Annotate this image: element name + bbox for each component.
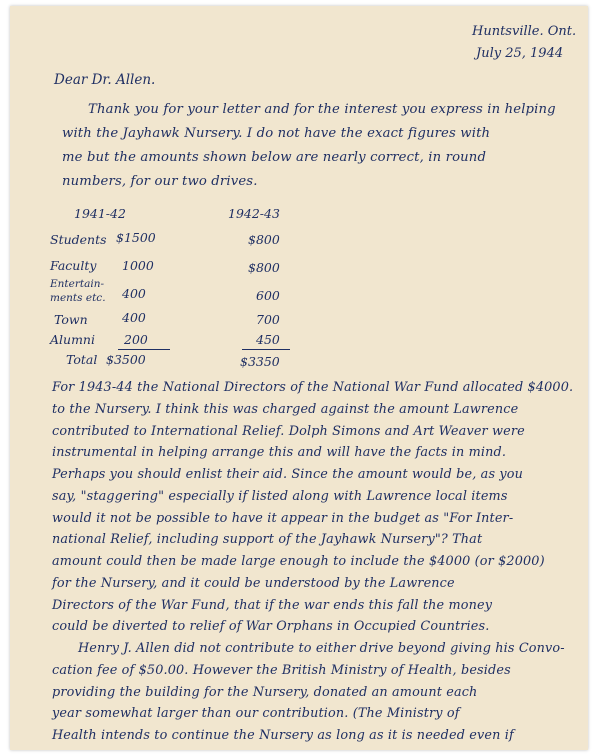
row-label-town: Town: [54, 312, 88, 327]
body-line: Henry J. Allen did not contribute to either drive beyond giving his Convo-: [78, 641, 565, 656]
row-label-alumni: Alumni: [50, 332, 95, 347]
row-label-entertainments-cont: ments etc.: [50, 292, 106, 304]
salutation: Dear Dr. Allen.: [54, 72, 156, 88]
intro-line: numbers, for our two drives.: [62, 174, 258, 189]
column-header-1941-42: 1941-42: [74, 206, 126, 221]
value-total-1941: $3500: [106, 352, 146, 367]
value-students-1941: $1500: [116, 230, 156, 245]
value-entertainments-1942: 600: [256, 288, 280, 303]
body-line: cation fee of $50.00. However the British Ministry of Health, besides: [52, 663, 511, 678]
letter-date: July 25, 1944: [476, 46, 564, 61]
body-line: could be diverted to relief of War Orphans in Occupied Countries.: [52, 619, 490, 634]
value-students-1942: $800: [248, 232, 280, 247]
intro-line: Thank you for your letter and for the interest you express in helping: [88, 102, 556, 117]
value-entertainments-1941: 400: [122, 286, 146, 301]
value-alumni-1942: 450: [256, 332, 280, 347]
row-label-total: Total: [66, 352, 98, 367]
intro-line: me but the amounts shown below are nearly correct, in round: [62, 150, 487, 165]
row-label-faculty: Faculty: [50, 258, 97, 273]
body-line: year somewhat larger than our contribution. (The Ministry of: [52, 706, 460, 721]
value-alumni-1941: 200: [124, 332, 148, 347]
body-line: For 1943-44 the National Directors of the National War Fund allocated $4000.: [52, 380, 574, 395]
value-total-1942: $3350: [240, 354, 280, 369]
body-line: to the Nursery. I think this was charged against the amount Lawrence: [52, 402, 519, 417]
body-line: amount could then be made large enough to include the $4000 (or $2000): [52, 554, 545, 569]
body-line: instrumental in helping arrange this and will have the facts in mind.: [52, 445, 507, 460]
value-town-1942: 700: [256, 312, 280, 327]
row-label-students: Students: [50, 232, 107, 247]
body-line: Perhaps you should enlist their aid. Since the amount would be, as you: [52, 467, 524, 482]
body-line: contributed to International Relief. Dolph Simons and Art Weaver were: [52, 424, 525, 439]
row-label-entertainments: Entertain-: [50, 278, 105, 290]
value-town-1941: 400: [122, 310, 146, 325]
column-header-1942-43: 1942-43: [228, 206, 280, 221]
letter-place: Huntsville. Ont.: [472, 24, 577, 39]
letter-page: [10, 6, 588, 750]
value-faculty-1941: 1000: [122, 258, 154, 273]
sum-rule-1942: [242, 349, 290, 350]
body-line: providing the building for the Nursery, donated an amount each: [52, 685, 478, 700]
body-line: say, "staggering" especially if listed along with Lawrence local items: [52, 489, 508, 504]
body-line: Directors of the War Fund, that if the war ends this fall the money: [52, 598, 493, 613]
intro-line: with the Jayhawk Nursery. I do not have the exact figures with: [62, 126, 491, 141]
body-line: would it not be possible to have it appear in the budget as "For Inter-: [52, 511, 514, 526]
value-faculty-1942: $800: [248, 260, 280, 275]
sum-rule-1941: [118, 349, 170, 350]
body-line: for the Nursery, and it could be understood by the Lawrence: [52, 576, 455, 591]
body-line: Health intends to continue the Nursery as long as it is needed even if: [52, 728, 514, 743]
body-line: national Relief, including support of the Jayhawk Nursery"? That: [52, 532, 483, 547]
